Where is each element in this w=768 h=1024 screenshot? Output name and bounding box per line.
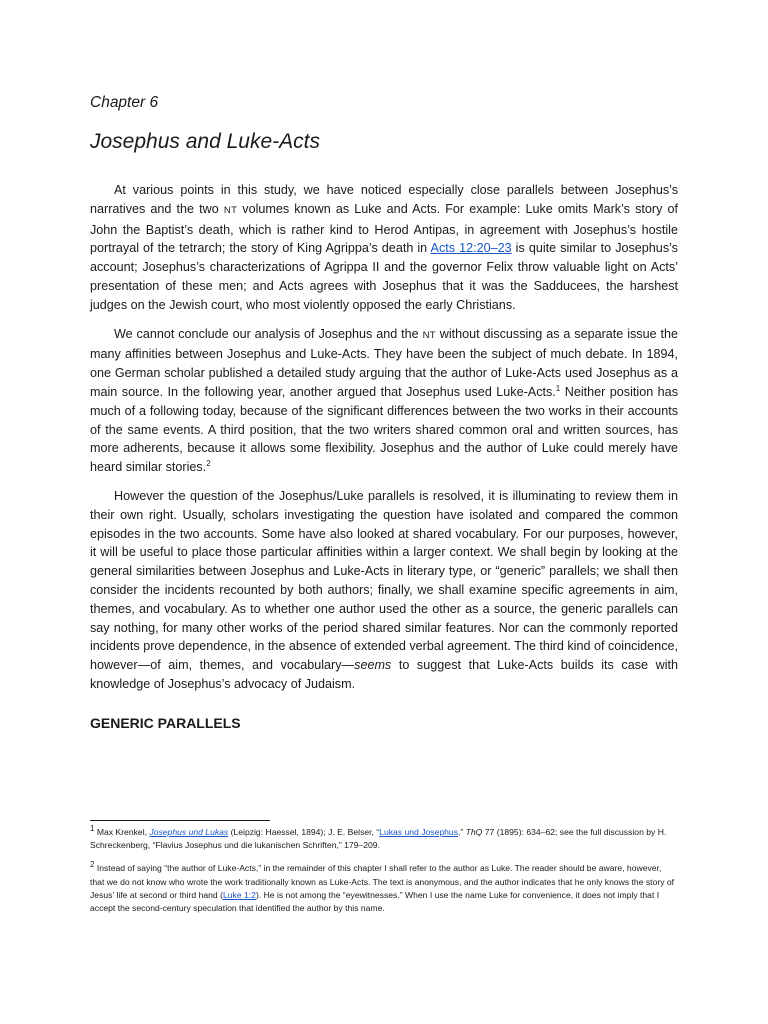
paragraph-text: However the question of the Josephus/Luke parallels is resolved, it is illuminating to review them in their own right. Usually, scholars investigating the question have isolated and compared the common episodes in the two accounts. Some have also looked at shared vocabulary. For our purposes, however, it will be useful to place those particular affinities within a larger context. We shall begin by looking at the general similarities between Josephus and Luke-Acts in literary type, or “generic” parallels; we shall then consider the incidents recounted by both authors; finally, we shall examine specific agreements in aim, themes, and vocabulary. As to whether one author used the other as a source, the generic parallels can say nothing, for many other works of the period shared similar features. Nor can the commonly reported incidents prove dependence, in the absence of extended verbal agreement. The third kind of coincidence, however—of aim, themes, and vocabulary—: [90, 488, 678, 673]
paragraph-text: We cannot conclude our analysis of Josephus and the: [114, 326, 423, 341]
footnote-text: 77 (1895): 634–62; see the full discussion by H. Schreckenberg, “Flavius Josephus und die lukanischen Schriften,” 179–209.: [90, 827, 667, 851]
footnote-2: [90, 862, 678, 915]
article-link-lukas-und-josephus[interactable]: Lukas und Josephus: [379, 827, 459, 837]
journal-abbreviation: ThQ: [465, 827, 483, 837]
nt-abbreviation: NT: [223, 204, 238, 216]
footnote-text: ). He is not among the “eyewitnesses.” When I use the name Luke for convenience, it does not imply that I accept the second-century speculation that identified the author by this name.: [90, 889, 660, 914]
chapter-label: Chapter 6: [90, 94, 159, 111]
footnote-text: (Leipzig: Haessel, 1894); J. E. Belser, “: [228, 827, 380, 837]
footnote-text: Max Krenkel,: [94, 827, 150, 837]
paragraph-text: volumes known as Luke and Acts. For example: Luke omits Mark’s story of John the Baptist’s death, which is rather kind to Herod Antipas, in agreement with Josephus’s hostile portrayal of the tetrarch; the story of King Agrippa’s death in: [90, 201, 678, 256]
paragraph-text: without discussing as a separate issue the many affinities between Josephus and Luke-Acts. They have been the subject of much debate. In 1894, one German scholar published a detailed study arguing that the author of Luke-Acts used Josephus as a main source. In the following year, another argued that Josephus used Luke-Acts.: [90, 326, 678, 399]
footnote-divider: [90, 820, 270, 821]
chapter-body: [90, 181, 678, 704]
paragraph-text: Neither position has much of a following today, because of the significant differences between the two works in their accounts of the same events. A third position, that the two writers shared common oral and written sources, has more adherents, because it allows some flexibility. Josephus and the author of Luke could merely have heard similar stories.: [90, 384, 678, 475]
paragraph-3: [90, 487, 678, 694]
emphasis-text: seems: [354, 658, 392, 673]
paragraph-text: At various points in this study, we have noticed especially close parallels between Josephus’s narratives and the two: [90, 183, 678, 216]
scripture-link-luke[interactable]: Luke 1:2: [222, 889, 256, 900]
footnote-1: [90, 826, 678, 852]
footnotes: [90, 826, 678, 925]
paragraph-text: is quite similar to Josephus’s account; Josephus’s characterizations of Agrippa II and the governor Felix throw valuable light on Acts’ presentation of these men; and Acts agrees with Josephus that it was the Sadducees, the harshest judges on the Jewish court, who most violently opposed the early Christians.: [90, 241, 678, 312]
footnote-text: Instead of saying “the author of Luke-Acts,” in the remainder of this chapter I shall refer to the author as Luke. The reader should be aware, however, that we do not know who wrote the work traditionally known as Luke-Acts. The text is anonymous, and the author indicates that he only knows the story of Jesus’ life at second or third hand (: [90, 863, 675, 900]
footnote-ref-1[interactable]: 1: [555, 383, 561, 393]
paragraph-text: to suggest that Luke-Acts builds its case with knowledge of Josephus’s advocacy of Judaism.: [90, 658, 679, 691]
section-heading: GENERIC PARALLELS: [90, 715, 241, 731]
book-title: Josephus und Lukas: [149, 827, 229, 837]
footnote-text: ,”: [458, 827, 466, 837]
paragraph-1: [90, 181, 678, 315]
paragraph-2: [90, 325, 678, 477]
chapter-title: Josephus and Luke-Acts: [90, 130, 320, 153]
nt-abbreviation: NT: [422, 329, 436, 341]
footnote-number: 2: [90, 860, 95, 870]
footnote-number: 1: [90, 824, 95, 834]
scripture-link-acts[interactable]: Acts 12:20–23: [430, 241, 512, 256]
book-link-josephus-und-lukas[interactable]: [149, 827, 228, 837]
footnote-ref-2[interactable]: 2: [206, 458, 211, 468]
